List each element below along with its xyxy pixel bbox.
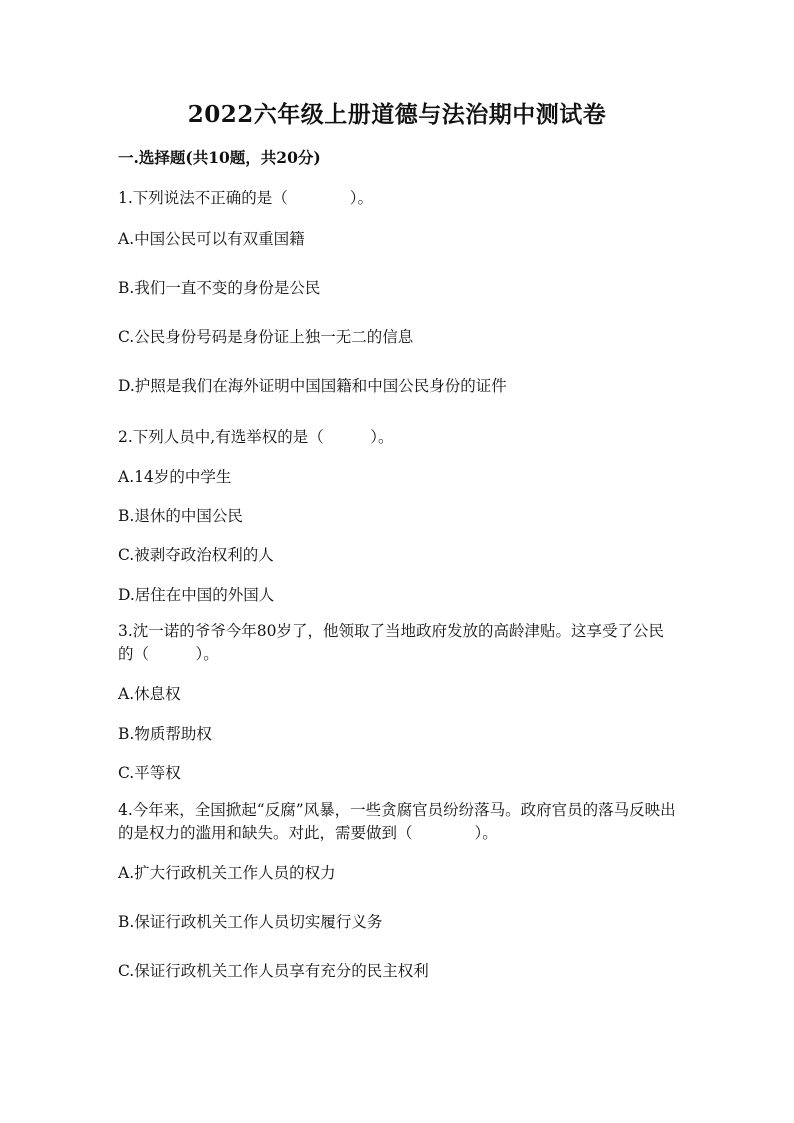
exam-title: 2022六年级上册道德与法治期中测试卷 bbox=[187, 101, 607, 128]
question-3-option-c: C.平等权 bbox=[118, 764, 181, 782]
question-3-option-a: A.休息权 bbox=[118, 685, 181, 703]
question-2-option-c: C.被剥夺政治权利的人 bbox=[118, 546, 274, 564]
question-1-option-c: C.公民身份号码是身份证上独一无二的信息 bbox=[118, 328, 414, 346]
question-4-option-c: C.保证行政机关工作人员享有充分的民主权利 bbox=[118, 962, 429, 980]
question-4-stem: 4.今年来，全国掀起“反腐”风暴，一些贪腐官员纷纷落马。政府官员的落马反映出的是权力的滥用和缺失。对此，需要做到（ ）。 bbox=[118, 801, 676, 842]
question-2-option-d: D.居住在中国的外国人 bbox=[118, 586, 275, 604]
question-3-stem: 3.沈一诺的爷爷今年80岁了，他领取了当地政府发放的高龄津贴。这享受了公民的（ ）。 bbox=[118, 622, 665, 663]
question-4-option-a: A.扩大行政机关工作人员的权力 bbox=[118, 864, 336, 882]
question-1-option-b: B.我们一直不变的身份是公民 bbox=[118, 279, 321, 297]
question-3-option-b: B.物质帮助权 bbox=[118, 725, 212, 743]
section-heading: 一.选择题(共10题，共20分) bbox=[118, 148, 321, 167]
question-1-option-d: D.护照是我们在海外证明中国国籍和中国公民身份的证件 bbox=[118, 377, 507, 395]
question-1-option-a: A.中国公民可以有双重国籍 bbox=[118, 230, 305, 248]
question-2-option-b: B.退休的中国公民 bbox=[118, 507, 243, 525]
question-1-stem: 1.下列说法不正确的是（ ）。 bbox=[118, 189, 374, 207]
question-4-option-b: B.保证行政机关工作人员切实履行义务 bbox=[118, 913, 383, 931]
question-2-stem: 2.下列人员中,有选举权的是（ ）。 bbox=[118, 428, 394, 446]
question-2-option-a: A.14岁的中学生 bbox=[118, 468, 232, 486]
